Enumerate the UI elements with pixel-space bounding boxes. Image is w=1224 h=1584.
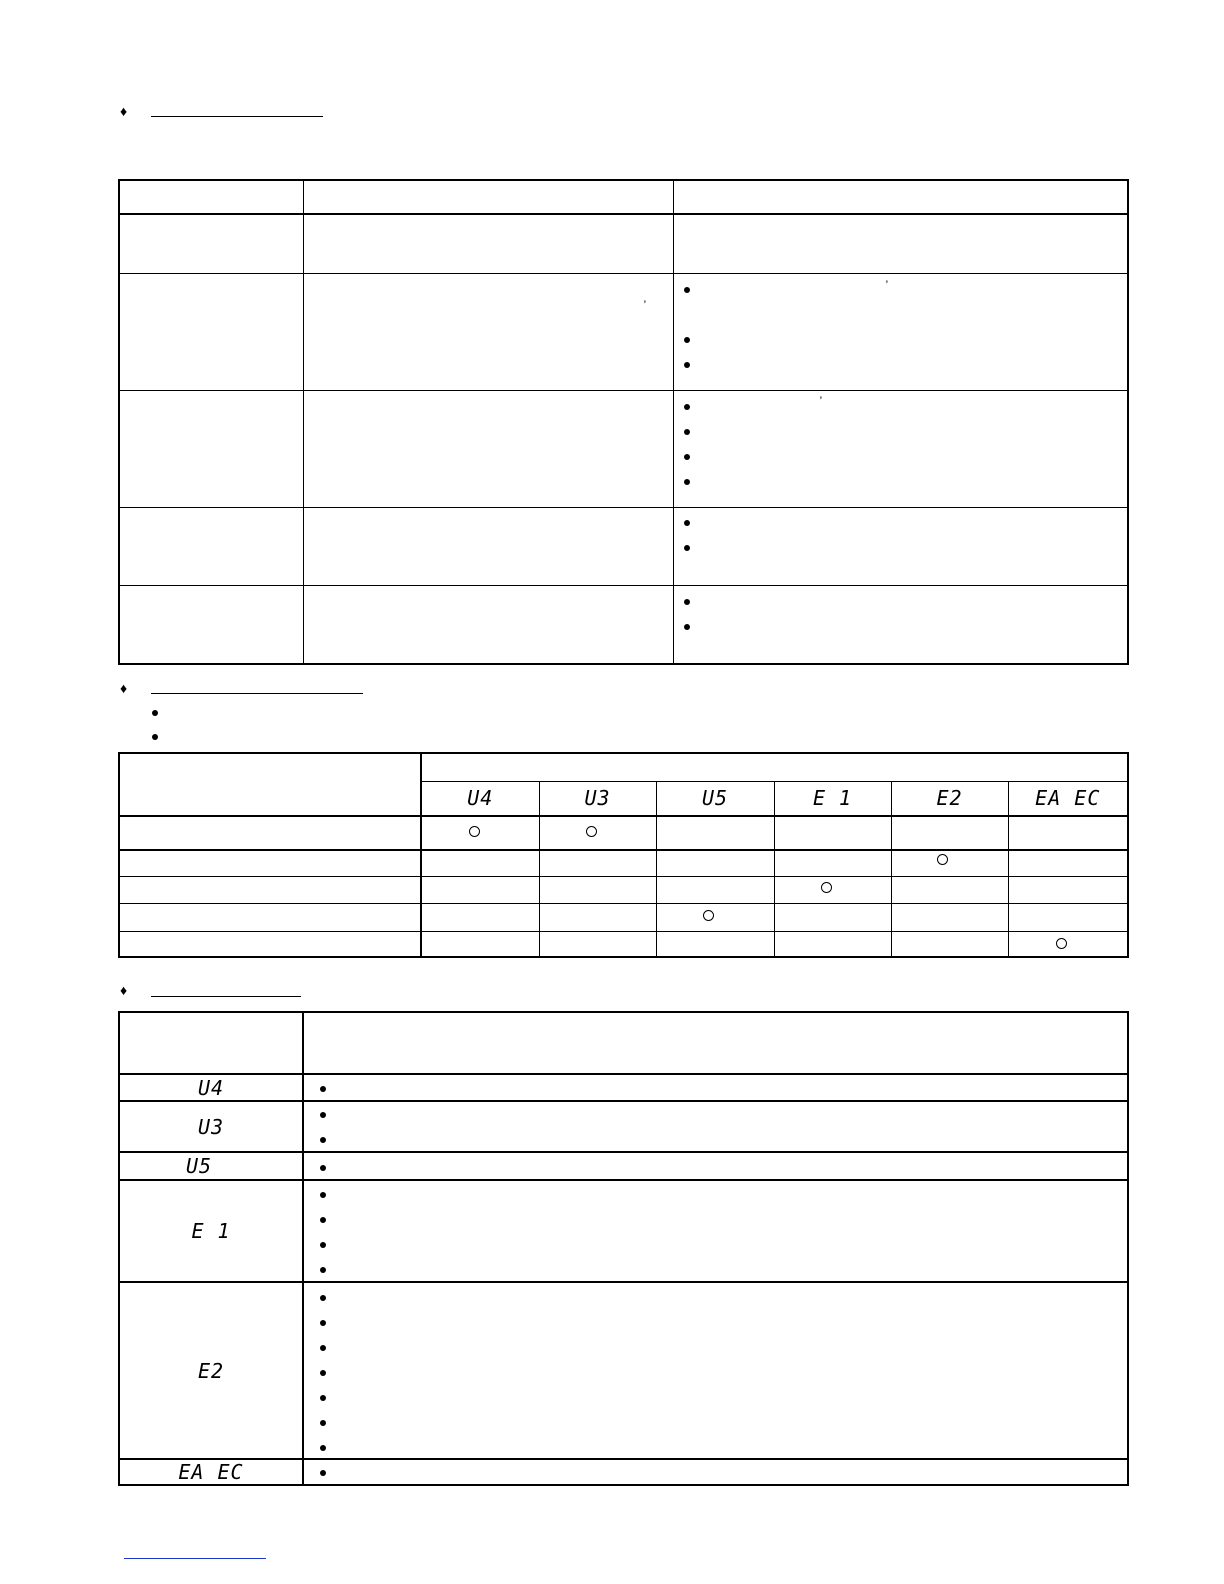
code-cell [119, 1101, 303, 1152]
table-cell [303, 273, 673, 390]
header-cell [673, 180, 1128, 214]
matrix-cell [539, 850, 656, 876]
matrix-cell [656, 876, 774, 903]
matrix-cell [539, 903, 656, 931]
matrix-row [119, 903, 1128, 931]
matrix-cell [891, 903, 1008, 931]
section2-heading-underline [151, 693, 363, 694]
tick-mark: ’ [885, 277, 889, 292]
tick-mark: ’ [819, 393, 823, 408]
bullet-dot [684, 624, 690, 630]
bullet-dot [320, 1137, 326, 1143]
table-cell [119, 507, 303, 585]
seven-segment-code: U4 [467, 786, 494, 811]
code-header-u5 [656, 781, 774, 816]
section1-diamond-bullet: ♦ [120, 103, 128, 119]
table-header-row [119, 180, 1128, 214]
bullet-dot [684, 404, 690, 410]
bullet-dot [152, 734, 158, 740]
matrix-cell [774, 876, 891, 903]
bullet-dot [152, 710, 158, 716]
code-header-u3 [539, 781, 656, 816]
matrix-cell [1008, 931, 1128, 957]
section3-heading-underline [151, 996, 301, 997]
header-cell [119, 180, 303, 214]
matrix-cell [656, 931, 774, 957]
bullet-dot [684, 429, 690, 435]
code-header-u4 [421, 781, 539, 816]
seven-segment-code: E 1 [812, 786, 853, 811]
bullet-dot [684, 287, 690, 293]
bullet-dot [320, 1470, 326, 1476]
matrix-row [119, 850, 1128, 876]
matrix-cell [891, 931, 1008, 957]
bullet-dot [320, 1112, 326, 1118]
seven-segment-code: EA EC [178, 1460, 244, 1484]
table-cell [303, 585, 673, 664]
error-code-description-table [118, 1011, 1129, 1486]
description-cell [303, 1180, 1128, 1282]
matrix-cell [774, 816, 891, 850]
matrix-cell [421, 816, 539, 850]
section2-diamond-bullet: ♦ [120, 680, 128, 696]
header-cell [303, 1012, 1128, 1074]
matrix-cell [539, 876, 656, 903]
tick-mark: ’ [643, 297, 647, 312]
matrix-row [119, 931, 1128, 957]
bullet-dot [320, 1345, 326, 1351]
bullet-dot [320, 1395, 326, 1401]
matrix-label-cell [119, 876, 421, 903]
code-header-e2 [891, 781, 1008, 816]
matrix-cell [1008, 903, 1128, 931]
circle-mark [937, 854, 948, 865]
circle-mark [703, 910, 714, 921]
description-cell [303, 1459, 1128, 1485]
circle-mark [1056, 938, 1067, 949]
code-cell [119, 1152, 303, 1180]
table-cell [119, 214, 303, 273]
matrix-cell [421, 931, 539, 957]
table-row [119, 390, 1128, 507]
seven-segment-code: U3 [197, 1114, 225, 1139]
code-cell [119, 1074, 303, 1101]
matrix-cell [421, 850, 539, 876]
table-cell [673, 214, 1128, 273]
bullet-dot [684, 545, 690, 551]
error-code-matrix [118, 752, 1129, 958]
matrix-cell [774, 903, 891, 931]
matrix-cell [774, 931, 891, 957]
matrix-row [119, 876, 1128, 903]
matrix-cell [539, 816, 656, 850]
matrix-cell [539, 931, 656, 957]
table-cell [303, 390, 673, 507]
matrix-cell [421, 903, 539, 931]
matrix-label-cell [119, 931, 421, 957]
table-cell [673, 585, 1128, 664]
code-row-u3 [119, 1101, 1128, 1152]
table-cell [673, 273, 1128, 390]
code-row-ea-ec [119, 1459, 1128, 1485]
table-row [119, 507, 1128, 585]
bullet-dot [684, 454, 690, 460]
seven-segment-code: U3 [584, 786, 611, 811]
matrix-cell [1008, 850, 1128, 876]
description-cell [303, 1282, 1128, 1459]
description-cell [303, 1152, 1128, 1180]
bullet-dot [320, 1086, 326, 1092]
matrix-cell [891, 816, 1008, 850]
description-cell [303, 1074, 1128, 1101]
table-cell [673, 507, 1128, 585]
matrix-group-header [421, 753, 1128, 781]
code-cell [119, 1180, 303, 1282]
bullet-dot [684, 599, 690, 605]
matrix-cell [1008, 816, 1128, 850]
matrix-label-cell [119, 903, 421, 931]
bullet-dot [320, 1370, 326, 1376]
bullet-dot [320, 1217, 326, 1223]
bullet-dot [320, 1267, 326, 1273]
section3-diamond-bullet: ♦ [120, 982, 128, 998]
matrix-header-row [119, 753, 1128, 781]
matrix-cell [1008, 876, 1128, 903]
circle-mark [586, 826, 597, 837]
bullet-dot [684, 479, 690, 485]
code-row-e1 [119, 1180, 1128, 1282]
circle-mark [469, 826, 480, 837]
table-row [119, 214, 1128, 273]
code-cell [119, 1282, 303, 1459]
seven-segment-code: E2 [936, 786, 963, 811]
matrix-cell [774, 850, 891, 876]
matrix-cell [656, 816, 774, 850]
circle-mark [821, 882, 832, 893]
seven-segment-code: U4 [197, 1075, 225, 1100]
section1-heading-underline [151, 116, 323, 117]
header-cell [119, 1012, 303, 1074]
bullet-dot [320, 1420, 326, 1426]
seven-segment-code: U5 [701, 786, 729, 811]
seven-segment-code: U5 [186, 1154, 213, 1178]
matrix-row [119, 816, 1128, 850]
matrix-cell [891, 876, 1008, 903]
matrix-cell [421, 876, 539, 903]
table-cell [303, 214, 673, 273]
bullet-dot [320, 1295, 326, 1301]
matrix-cell [656, 850, 774, 876]
matrix-label-cell [119, 816, 421, 850]
code-row-u5 [119, 1152, 1128, 1180]
table-cell [119, 585, 303, 664]
bullet-dot [320, 1165, 326, 1171]
seven-segment-code: E2 [197, 1358, 225, 1383]
matrix-label-cell [119, 850, 421, 876]
bullet-dot [320, 1445, 326, 1451]
matrix-cell [891, 850, 1008, 876]
table-row [119, 273, 1128, 390]
code-header-e1 [774, 781, 891, 816]
table-row [119, 585, 1128, 664]
description-cell [303, 1101, 1128, 1152]
footer-link-underline[interactable] [124, 1558, 266, 1559]
code-cell [119, 1459, 303, 1485]
bullet-dot [684, 337, 690, 343]
seven-segment-code: E 1 [191, 1219, 231, 1243]
code-row-u4 [119, 1074, 1128, 1101]
bullet-dot [320, 1242, 326, 1248]
bullet-dot [684, 362, 690, 368]
table-cell [119, 390, 303, 507]
matrix-cell [656, 903, 774, 931]
header-cell [303, 180, 673, 214]
code-header-ea-ec [1008, 781, 1128, 816]
table-header-row [119, 1012, 1128, 1074]
bullet-dot [320, 1320, 326, 1326]
matrix-corner-cell [119, 753, 421, 816]
seven-segment-code: EA EC [1035, 786, 1101, 811]
bullet-dot [320, 1192, 326, 1198]
table-cell [119, 273, 303, 390]
bullet-dot [684, 520, 690, 526]
troubleshooting-table [118, 179, 1129, 665]
code-row-e2 [119, 1282, 1128, 1459]
table-cell [673, 390, 1128, 507]
table-cell [303, 507, 673, 585]
